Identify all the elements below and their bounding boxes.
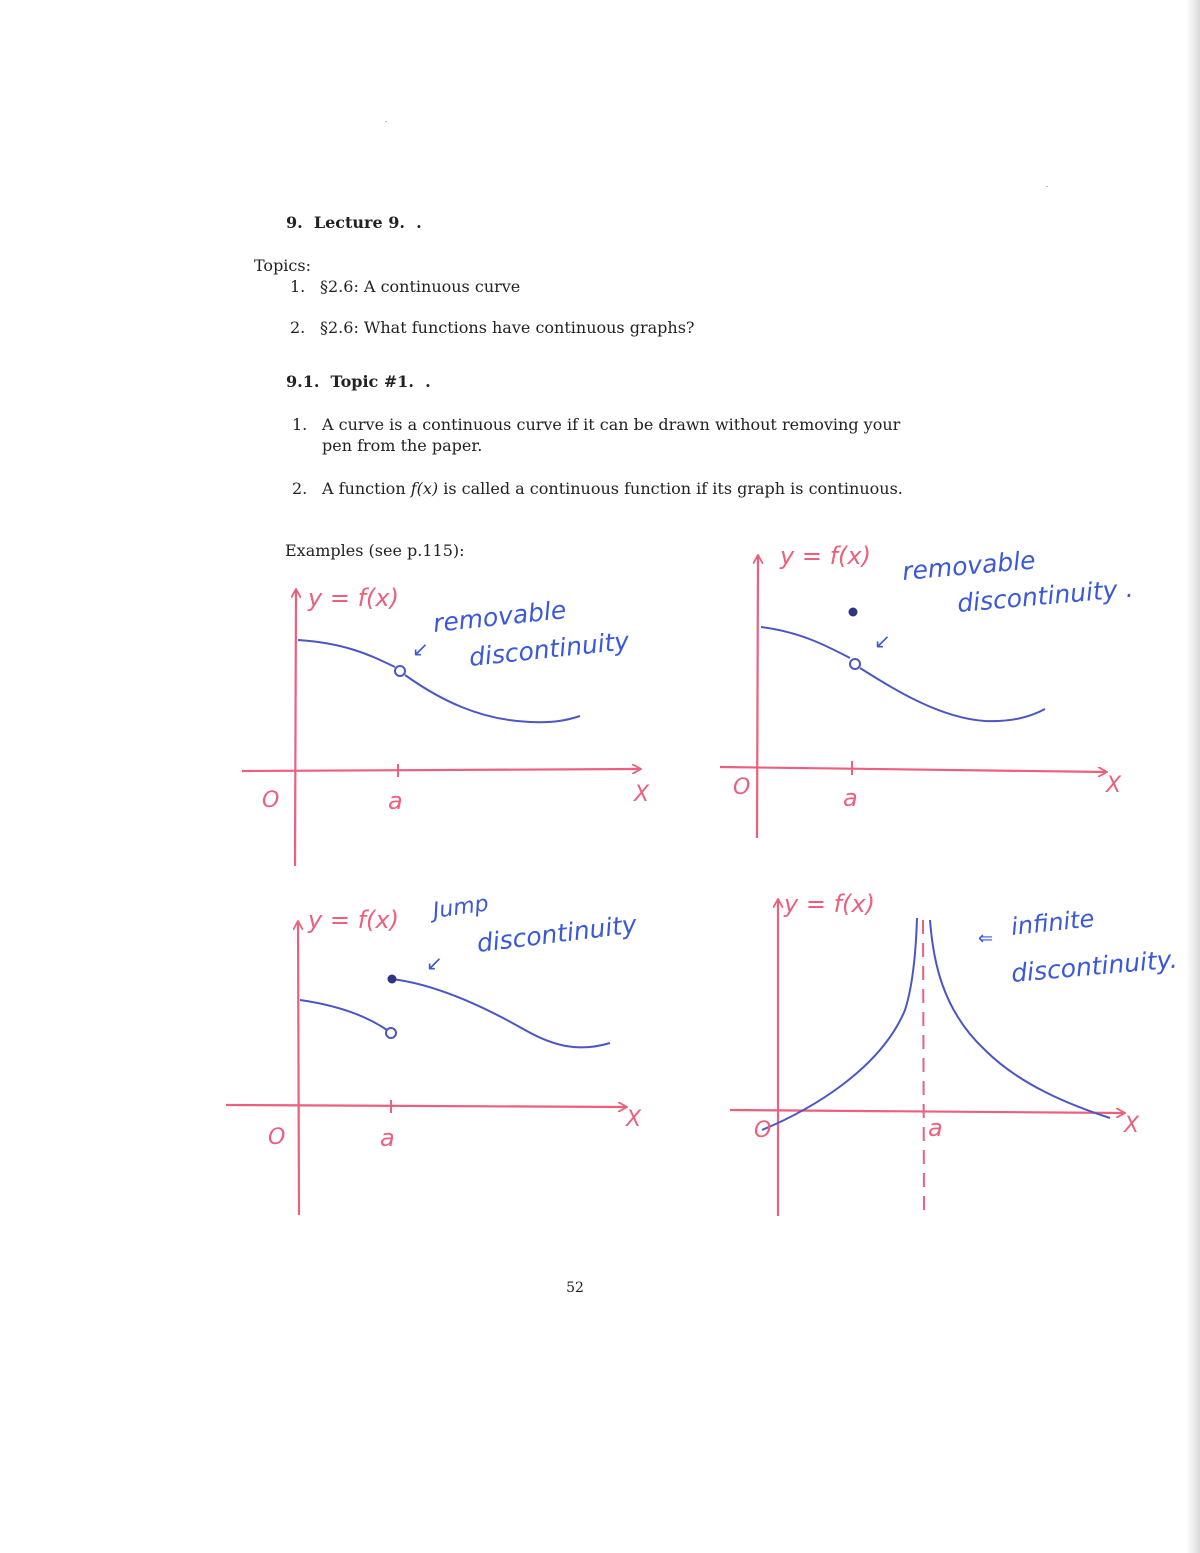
arrow-glyph: ↙ [426,951,443,975]
panel-jump [226,891,642,1215]
annotation-line: removable [431,595,568,638]
a-label: a [380,1124,395,1152]
panel-removable-2 [720,542,1134,838]
x-axis [720,767,1106,772]
section-number: 9. [286,213,303,232]
annotation-line: discontinuity. [1009,944,1179,988]
curve-left-branch [762,918,917,1130]
definition-text-part: A function [322,479,411,498]
definition-text-part: is called a continuous function if its graph is continuous. [438,479,903,498]
y-axis [298,922,299,1215]
annotation-line: discontinuity [475,909,639,958]
function-label: y = f(x) [308,906,399,934]
subsection-number: 9.1. [286,372,320,391]
annotation-line: removable [900,545,1037,586]
annotation-line: Jump [431,891,491,924]
filled-point [849,608,858,617]
function-label: y = f(x) [780,542,871,570]
curve [860,668,1045,721]
topic-text: §2.6: What functions have continuous graphs? [320,318,695,337]
function-notation: f(x) [410,479,439,498]
x-axis-label: X [1106,773,1122,798]
origin-label: O [754,1118,772,1143]
asymptote [923,920,924,1210]
subsection-trail: . [425,372,431,391]
function-label: y = f(x) [308,584,399,612]
annotation-line: discontinuity [467,626,631,672]
origin-label: O [268,1125,286,1150]
x-axis-label: X [634,782,650,807]
page-number: 52 [566,1280,584,1296]
curve [300,1000,387,1030]
topic-number: 2. [290,318,306,337]
x-axis [730,1110,1124,1113]
a-label: a [928,1114,943,1142]
section-title: Lecture 9. [313,213,405,232]
curve [298,640,395,667]
x-axis [226,1105,626,1107]
function-label: y = f(x) [784,890,875,918]
topic-number: 1. [290,277,306,296]
y-axis [295,590,296,866]
examples-label: Examples (see p.115): [285,541,465,560]
y-axis [757,556,758,838]
open-point [386,1028,396,1038]
filled-point [388,975,397,984]
curve [405,675,580,722]
x-axis [242,769,640,771]
subsection-title: Topic #1. [330,372,414,391]
annotation-line: infinite [1009,904,1096,941]
open-point [395,666,405,676]
arrow-glyph: ↙ [874,629,891,653]
definition-number: 2. [292,479,308,498]
open-point [850,659,860,669]
topics-heading: Topics: [254,256,311,275]
panel-infinite [730,890,1179,1216]
a-label: a [388,787,403,815]
definition-text: A curve is a continuous curve if it can be drawn without removing your pen from the paper. [322,415,901,455]
x-axis-label: X [1124,1113,1140,1138]
curve-right-branch [930,920,1110,1118]
section-trail: . [416,213,422,232]
definition-number: 1. [292,415,308,434]
topic-text: §2.6: A continuous curve [320,277,521,296]
origin-label: O [733,775,751,800]
panel-removable-1 [242,584,650,866]
curve [761,627,850,658]
curve [392,979,610,1047]
annotation-line: discontinuity . [955,573,1135,618]
x-axis-label: X [626,1107,642,1132]
a-label: a [843,784,858,812]
arrow-glyph: ⇐ [978,928,994,949]
arrow-glyph: ↙ [412,637,429,661]
origin-label: O [262,788,280,813]
